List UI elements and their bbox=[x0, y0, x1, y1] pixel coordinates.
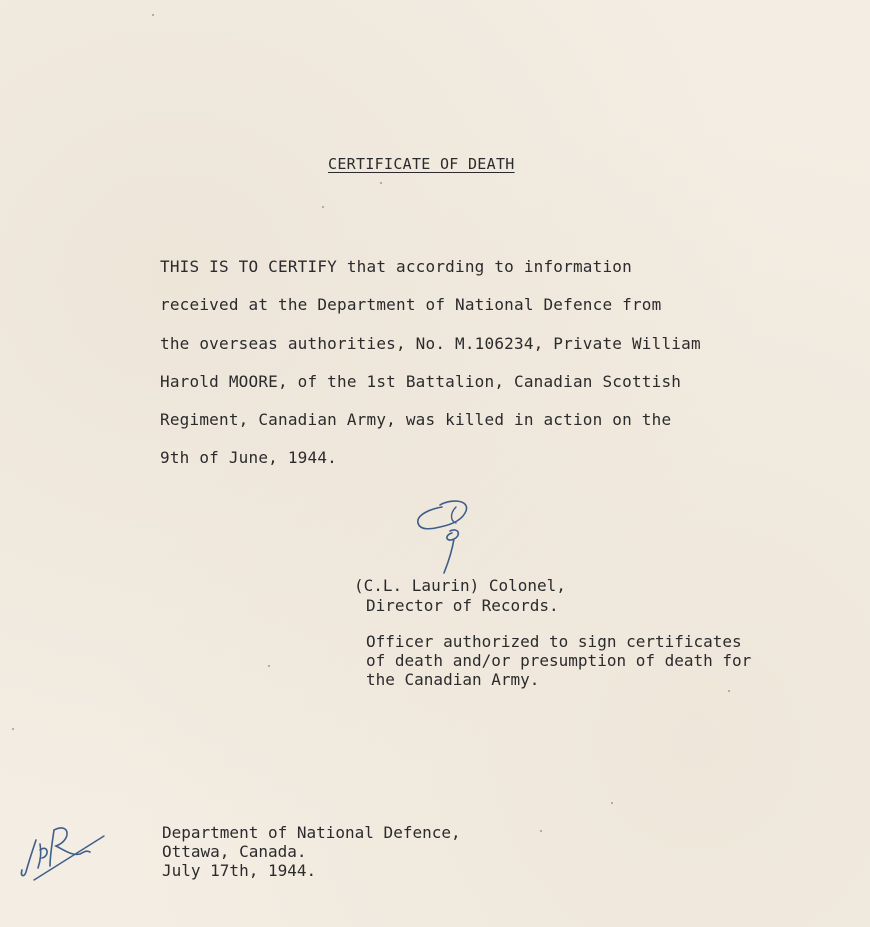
issuing-office-block bbox=[162, 823, 461, 880]
authority-line: the Canadian Army. bbox=[366, 670, 540, 689]
paper-speck bbox=[540, 830, 542, 832]
signer-position: Director of Records. bbox=[366, 596, 559, 615]
body-line: 9th of June, 1944. bbox=[160, 448, 337, 468]
paper-speck bbox=[728, 690, 730, 692]
footer-date: July 17th, 1944. bbox=[162, 861, 317, 880]
paper-speck bbox=[268, 665, 270, 667]
handwritten-signature-icon bbox=[410, 497, 490, 577]
signer-block bbox=[354, 576, 566, 616]
footer-location: Ottawa, Canada. bbox=[162, 842, 307, 861]
body-line: Regiment, Canadian Army, was killed in action on the bbox=[160, 410, 672, 430]
body-line: received at the Department of National Defence from bbox=[160, 295, 662, 315]
body-line: THIS IS TO CERTIFY that according to information bbox=[160, 257, 632, 276]
paper-speck bbox=[380, 182, 382, 184]
paper-speck bbox=[322, 206, 324, 208]
body-line: the overseas authorities, No. M.106234, Private William bbox=[160, 333, 701, 353]
paper-speck bbox=[611, 802, 613, 804]
signer-name: (C.L. Laurin) Colonel, bbox=[354, 576, 566, 595]
authority-line: Officer authorized to sign certificates bbox=[366, 632, 742, 651]
paper-speck bbox=[152, 14, 154, 16]
paper-speck bbox=[12, 728, 14, 730]
footer-department: Department of National Defence, bbox=[162, 823, 461, 842]
certificate-body bbox=[160, 248, 820, 478]
page-title: CERTIFICATE OF DEATH bbox=[328, 155, 515, 173]
body-line: Harold MOORE, of the 1st Battalion, Canadian Scottish bbox=[160, 371, 682, 391]
handwritten-initials-icon bbox=[14, 800, 114, 890]
authority-statement bbox=[366, 632, 751, 689]
authority-line: of death and/or presumption of death for bbox=[366, 651, 752, 670]
